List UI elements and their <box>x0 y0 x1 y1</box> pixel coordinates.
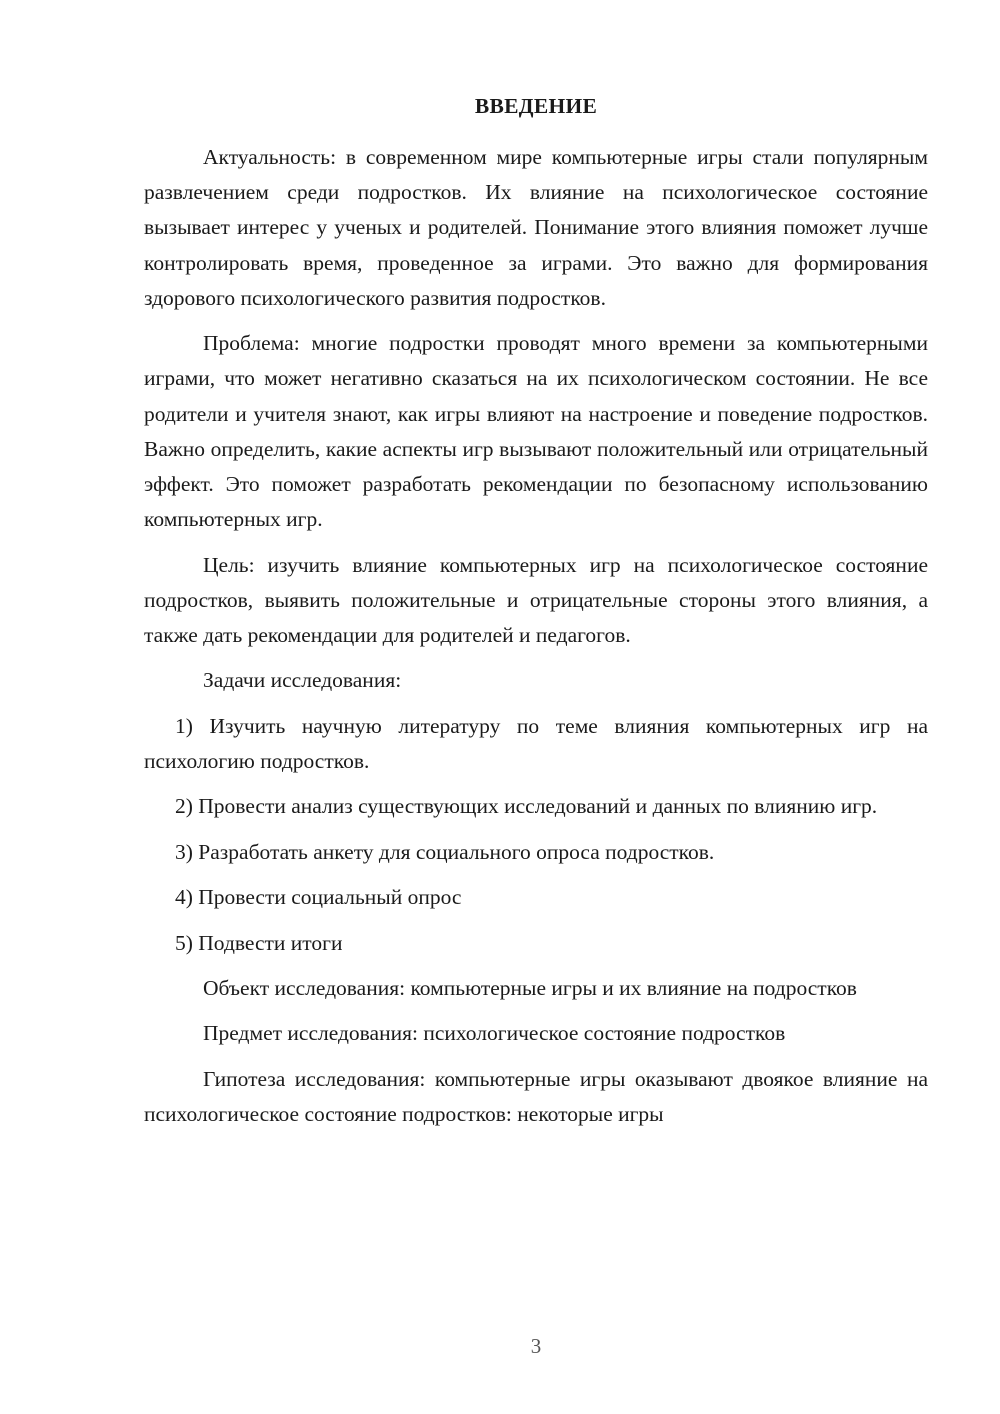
paragraph-relevance: Актуальность: в современном мире компьютерные игры стали популярным развлечением среди подростков. Их влияние на психологическое состояние вызывает интерес у ученых и родителей. Понимание этого влияния поможет лучше контролировать время, проведенное за играми. Это важно для формирования здорового психологического развития подростков. <box>144 145 928 310</box>
task-item: 5) Подвести итоги <box>175 930 343 955</box>
paragraph-problem: Проблема: многие подростки проводят много времени за компьютерными играми, что может негативно сказаться на их психологическом состоянии. Не все родители и учителя знают, как игры влияют на настроение и поведение подростков. Важно определить, какие аспекты игр вызывают положительный или отрицательный эффект. Это поможет разработать рекомендации по безопасному использованию компьютерных игр. <box>144 331 928 532</box>
body-text <box>144 140 928 1132</box>
page-number: 3 <box>530 1334 542 1358</box>
task-item: 3) Разработать анкету для социального опроса подростков. <box>175 839 715 864</box>
task-item: 4) Провести социальный опрос <box>175 885 462 910</box>
page-title: ВВЕДЕНИЕ <box>474 94 598 118</box>
task-item: 2) Провести анализ существующих исследований и данных по влиянию игр. <box>175 794 878 819</box>
paragraph-hypothesis: Гипотеза исследования: компьютерные игры оказывают двоякое влияние на психологическое состояние подростков: некоторые игры <box>144 1066 928 1126</box>
paragraph-object: Объект исследования: компьютерные игры и их влияние на подростков <box>203 975 857 1000</box>
task-item: 1) Изучить научную литературу по теме влияния компьютерных игр на психологию подростков. <box>144 713 928 773</box>
paragraph-goal: Цель: изучить влияние компьютерных игр на психологическое состояние подростков, выявить положительные и отрицательные стороны этого влияния, а также дать рекомендации для родителей и педагогов. <box>144 552 928 648</box>
paragraph-subject: Предмет исследования: психологическое состояние подростков <box>203 1021 786 1046</box>
paragraph-tasks-intro: Задачи исследования: <box>203 668 402 693</box>
